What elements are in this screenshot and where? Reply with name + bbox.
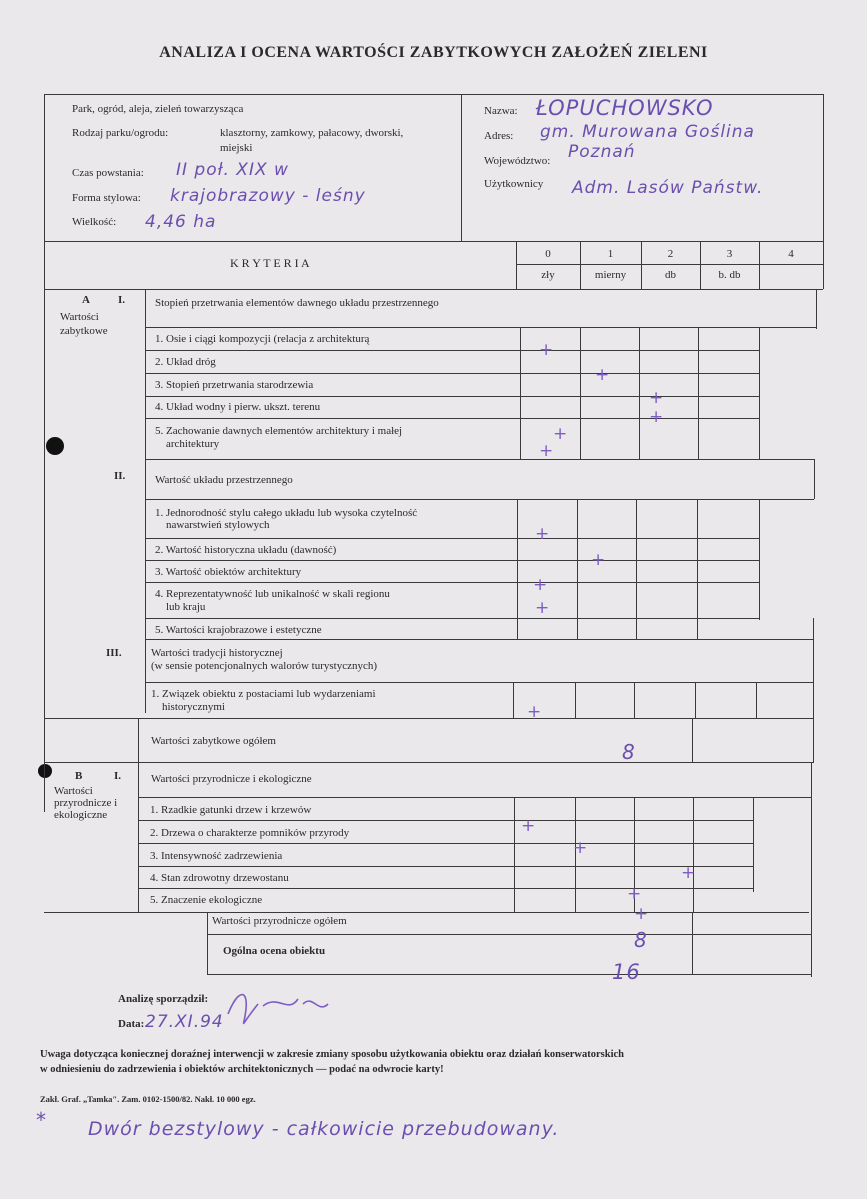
g3-item-1: 1. Związek obiektu z postaciami lub wydarzeniami — [151, 688, 376, 700]
section-a-title: Wartości zabytkowe — [60, 311, 108, 337]
date-label: Data: — [118, 1018, 145, 1030]
overall-label: Ogólna ocena obiektu — [223, 945, 326, 957]
time-label: Czas powstania: — [72, 167, 144, 179]
group-3-num: III. — [106, 647, 122, 659]
scale-1-word: mierny — [594, 269, 627, 281]
scale-2-num: 2 — [667, 248, 674, 260]
address-value: gm. Murowana Goślina — [540, 122, 755, 142]
mark-a1-2: + — [595, 365, 610, 385]
g2-item-2: 2. Wartość historyczna układu (dawność) — [155, 544, 337, 556]
mark-a2-4b: + — [535, 598, 550, 618]
signature-icon — [218, 984, 338, 1034]
g1-item-5b: architektury — [166, 438, 220, 450]
size-value: 4,46 ha — [145, 212, 217, 232]
scale-0-word: zły — [541, 269, 555, 281]
note-line-2: w odniesieniu do zadrzewienia i obiektów architektonicznych — podać na odwrocie karty! — [40, 1064, 444, 1075]
mark-a1-5b: + — [539, 441, 554, 461]
mark-b-5: + — [627, 884, 642, 904]
scale-0-num: 0 — [545, 248, 551, 260]
g1-item-3: 3. Stopień przetrwania starodrzewia — [155, 379, 314, 391]
g1-item-4: 4. Układ wodny i pierw. ukszt. terenu — [155, 401, 321, 413]
g2-item-4b: lub kraju — [166, 601, 206, 613]
users-label: Użytkownicy — [484, 178, 544, 190]
printer-info: Zakł. Graf. „Tamka". Zam. 0102-1500/82. Nakł. 10 000 egz. — [40, 1094, 256, 1104]
asterisk-icon: * — [36, 1108, 47, 1132]
g2-item-1: 1. Jednorodność stylu całego układu lub wysoka czytelność — [155, 507, 418, 519]
g1-item-5: 5. Zachowanie dawnych elementów architektury i małej — [155, 425, 403, 437]
voivodeship-label: Województwo: — [484, 155, 551, 167]
group-3-title-2: (w sensie potencjonalnych walorów turystycznych) — [151, 660, 378, 672]
page-title: ANALIZA I OCENA WARTOŚCI ZABYTKOWYCH ZAŁOŻEŃ ZIELENI — [159, 44, 708, 61]
section-b-num: I. — [114, 770, 122, 782]
mark-a2-4a: + — [533, 575, 548, 595]
voivodeship-value: Poznań — [568, 142, 636, 162]
mark-b-total: + — [634, 904, 649, 924]
total-a-label: Wartości zabytkowe ogółem — [151, 735, 276, 747]
mark-a1-4: + — [649, 407, 664, 427]
section-b-group-title: Wartości przyrodnicze i ekologiczne — [151, 773, 312, 785]
users-value: Adm. Lasów Państw. — [572, 178, 764, 198]
total-b-label: Wartości przyrodnicze ogółem — [212, 915, 347, 927]
b-item-1: 1. Rzadkie gatunki drzew i krzewów — [150, 804, 312, 816]
g3-item-1b: historycznymi — [162, 701, 225, 713]
group-3-title: Wartości tradycji historycznej — [151, 647, 283, 659]
g1-item-2: 2. Układ dróg — [155, 356, 216, 368]
group-1-num: I. — [118, 294, 126, 306]
section-a-letter: A — [82, 294, 90, 306]
date-value: 27.XI.94 — [145, 1012, 224, 1032]
b-item-5: 5. Znaczenie ekologiczne — [150, 894, 263, 906]
kind-options-2: miejski — [220, 142, 253, 154]
b-item-2: 2. Drzewa o charakterze pomników przyrody — [150, 827, 350, 839]
scale-3-word: b. db — [718, 269, 741, 281]
address-label: Adres: — [484, 130, 514, 142]
b-item-4: 4. Stan zdrowotny drzewostanu — [150, 872, 289, 884]
name-value: ŁOPUCHOWSKO — [536, 96, 714, 120]
g2-item-1b: nawarstwień stylowych — [166, 519, 270, 531]
g2-item-5: 5. Wartości krajobrazowe i estetyczne — [155, 624, 322, 636]
total-a-value: 8 — [622, 740, 636, 764]
kind-options: klasztorny, zamkowy, pałacowy, dworski, — [220, 127, 404, 139]
section-b-title: Wartości przyrodnicze i ekologiczne — [54, 785, 118, 821]
mark-b-4: + — [681, 863, 696, 883]
mark-a2-1: + — [535, 524, 550, 544]
criteria-header: K R Y T E R I A — [230, 256, 310, 270]
section-b-letter: B — [75, 770, 83, 782]
name-label: Nazwa: — [484, 105, 518, 117]
time-value: II poł. XIX w — [176, 160, 289, 180]
kind-label: Rodzaj parku/ogrodu: — [72, 127, 169, 139]
scale-2-word: db — [665, 269, 676, 281]
mark-a2-2: + — [591, 550, 606, 570]
mark-a3-1: + — [527, 702, 542, 722]
park-types: Park, ogród, aleja, zieleń towarzysząca — [72, 103, 244, 115]
g2-item-4: 4. Reprezentatywność lub unikalność w skali regionu — [155, 588, 390, 600]
group-1-title: Stopień przetrwania elementów dawnego układu przestrzennego — [155, 297, 439, 309]
scale-3-num: 3 — [726, 248, 733, 260]
total-b-value: 8 — [634, 928, 648, 952]
size-label: Wielkość: — [72, 216, 117, 228]
mark-b-1: + — [521, 816, 536, 836]
style-value: krajobrazowy - leśny — [170, 186, 366, 206]
mark-a1-5a: + — [553, 424, 568, 444]
style-label: Forma stylowa: — [72, 192, 141, 204]
group-2-title: Wartość układu przestrzennego — [155, 474, 293, 486]
mark-a1-1: + — [539, 340, 554, 360]
scale-4-num: 4 — [788, 248, 794, 260]
note-line-1: Uwaga dotycząca koniecznej doraźnej interwencji w zakresie zmiany sposobu użytkowania obiektu oraz działań konserwatorskich — [40, 1049, 624, 1060]
overall-value: 16 — [612, 960, 641, 984]
mark-a1-3: + — [649, 388, 664, 408]
b-item-3: 3. Intensywność zadrzewienia — [150, 850, 283, 862]
punch-hole-1 — [46, 437, 64, 455]
mark-b-2: + — [573, 838, 588, 858]
group-2-num: II. — [114, 470, 126, 482]
g1-item-1: 1. Osie i ciągi kompozycji (relacja z architekturą — [155, 333, 370, 345]
analysis-label: Analizę sporządził: — [118, 993, 209, 1005]
handwritten-note: Dwór bezstylowy - całkowicie przebudowany. — [88, 1118, 560, 1140]
g2-item-3: 3. Wartość obiektów architektury — [155, 566, 302, 578]
scale-1-num: 1 — [607, 248, 614, 260]
